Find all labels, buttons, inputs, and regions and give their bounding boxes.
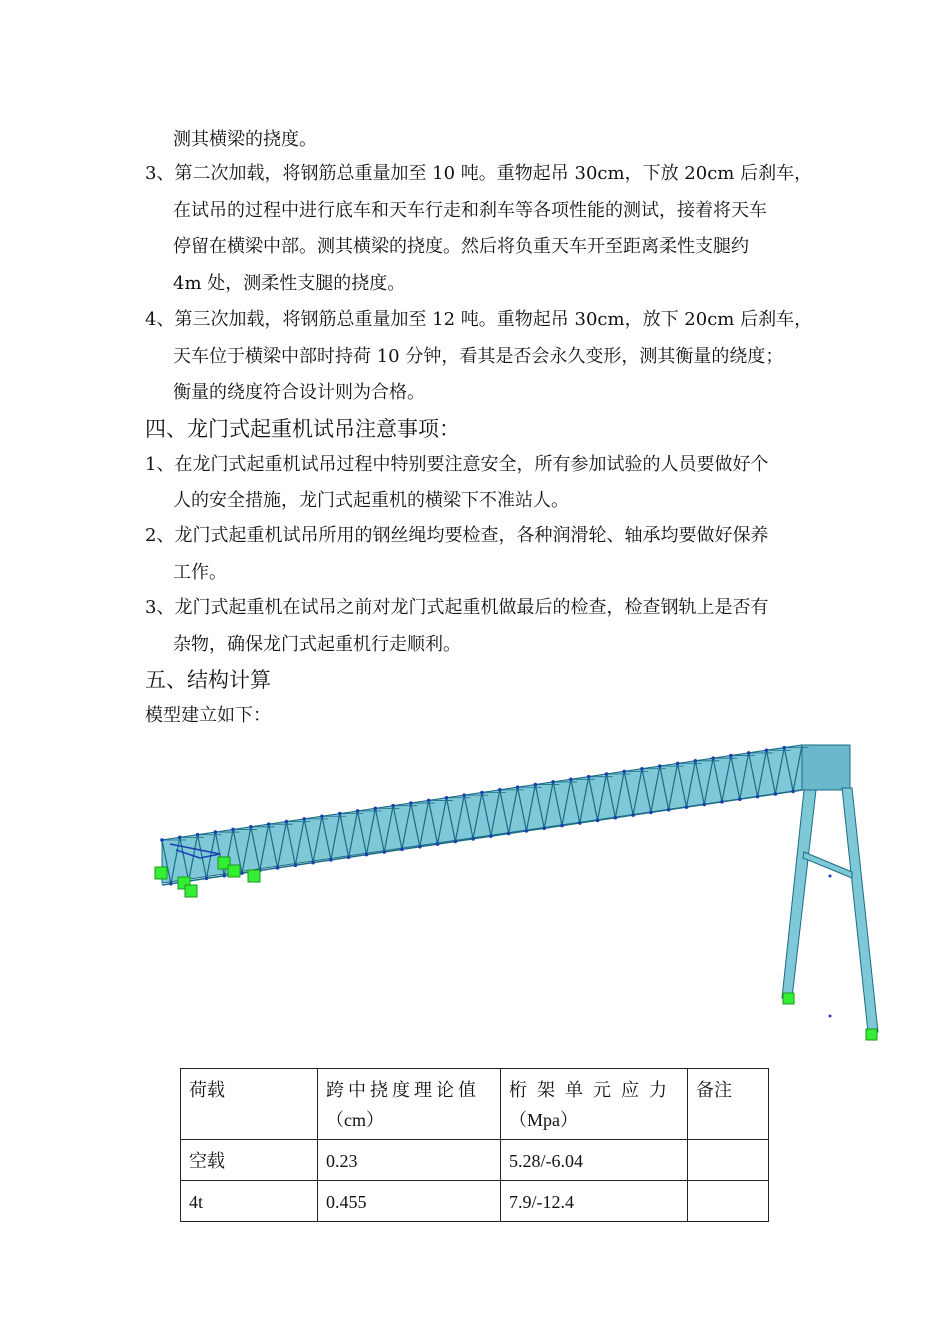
cell-load: 4t <box>181 1181 318 1222</box>
truss-node <box>676 762 680 766</box>
truss-node <box>267 822 271 826</box>
truss-node <box>765 748 769 752</box>
truss-node <box>747 751 751 755</box>
cell-stress: 5.28/-6.04 <box>501 1140 688 1181</box>
truss-node <box>516 785 520 789</box>
truss-node <box>356 809 360 813</box>
section-heading: 五、结构计算 <box>145 668 271 692</box>
truss-node <box>222 874 226 878</box>
truss-node <box>658 764 662 768</box>
gantry-leg-brace <box>803 852 852 878</box>
truss-node <box>480 791 484 795</box>
truss-node <box>569 778 573 782</box>
paragraph-line: 停留在横梁中部。测其横梁的挠度。然后将负重天车开至距离柔性支腿约 <box>173 236 749 257</box>
truss-node <box>427 799 431 803</box>
truss-node <box>329 858 333 862</box>
gantry-leg-right <box>842 788 878 1032</box>
support-marker <box>783 993 794 1004</box>
truss-node <box>702 803 706 807</box>
truss-end-face <box>802 745 850 790</box>
header-load-text: 荷载 <box>189 1080 225 1100</box>
paragraph-line: 天车位于横梁中部时持荷 10 分钟，看其是否会永久变形，测其衡量的绕度； <box>173 346 784 367</box>
truss-node <box>614 816 618 820</box>
truss-node <box>196 833 200 837</box>
cell-deflection: 0.455 <box>318 1181 501 1222</box>
header-load <box>181 1069 318 1140</box>
truss-node <box>756 795 760 799</box>
truss-node <box>205 877 209 881</box>
truss-node <box>551 780 555 784</box>
truss-node <box>560 824 564 828</box>
truss-node <box>498 788 502 792</box>
header-note-text: 备注 <box>696 1080 732 1100</box>
support-marker <box>866 1029 877 1040</box>
table-row <box>181 1140 769 1181</box>
header-stress <box>501 1069 688 1140</box>
truss-node <box>462 793 466 797</box>
truss-node <box>302 817 306 821</box>
truss-node <box>160 838 164 842</box>
header-deflection-text: 跨中挠度理论值 <box>326 1080 480 1100</box>
model-node-marker <box>829 1015 832 1018</box>
section-heading: 四、龙门式起重机试吊注意事项： <box>145 417 460 441</box>
header-stress-unit: （Mpa） <box>509 1110 578 1130</box>
truss-node <box>738 797 742 801</box>
cell-load: 空载 <box>181 1140 318 1181</box>
truss-node <box>694 759 698 763</box>
paragraph-line: 2、龙门式起重机试吊所用的钢丝绳均要检查，各种润滑轮、轴承均要做好保养 <box>145 525 769 546</box>
gantry-leg-left <box>782 790 816 998</box>
cell-stress: 7.9/-12.4 <box>501 1181 688 1222</box>
truss-node <box>382 850 386 854</box>
support-marker <box>185 885 197 897</box>
gantry-crane-model-drawing <box>140 740 890 1050</box>
truss-node <box>374 807 378 811</box>
truss-node <box>774 792 778 796</box>
truss-node <box>605 772 609 776</box>
truss-node <box>587 775 591 779</box>
truss-node <box>214 830 218 834</box>
truss-node <box>649 811 653 815</box>
paragraph-line: 人的安全措施，龙门式起重机的横梁下不准站人。 <box>173 490 569 511</box>
truss-node <box>409 801 413 805</box>
header-deflection <box>318 1069 501 1140</box>
truss-node <box>507 832 511 836</box>
truss-node <box>445 796 449 800</box>
paragraph-line: 在试吊的过程中进行底车和天车行走和刹车等各项性能的测试，接着将天车 <box>173 200 767 221</box>
truss-node <box>231 828 235 832</box>
truss-node <box>525 829 529 833</box>
paragraph-line: 杂物，确保龙门式起重机行走顺利。 <box>173 634 461 655</box>
truss-node <box>542 826 546 830</box>
cell-note <box>688 1140 769 1181</box>
truss-node <box>169 882 173 886</box>
paragraph-line: 3、第二次加载，将钢筋总重量加至 10 吨。重物起吊 30cm，下放 20cm 后刹车， <box>145 163 813 184</box>
truss-node <box>365 853 369 857</box>
truss-node <box>391 804 395 808</box>
paragraph-line: 衡量的绕度符合设计则为合格。 <box>173 382 425 403</box>
model-node-marker <box>829 875 832 878</box>
support-marker <box>228 865 240 877</box>
truss-node <box>640 767 644 771</box>
cell-deflection: 0.23 <box>318 1140 501 1181</box>
truss-node <box>400 848 404 852</box>
truss-node <box>320 814 324 818</box>
truss-node <box>667 808 671 812</box>
truss-node <box>276 866 280 870</box>
truss-node <box>782 746 786 750</box>
truss-node <box>578 821 582 825</box>
model-intro: 模型建立如下： <box>145 705 271 726</box>
paragraph-line: 3、龙门式起重机在试吊之前对龙门式起重机做最后的检查，检查钢轨上是否有 <box>145 597 769 618</box>
truss-node <box>471 837 475 841</box>
truss-node <box>418 845 422 849</box>
truss-node <box>489 834 493 838</box>
support-marker <box>248 870 260 882</box>
table-header-row <box>181 1069 769 1140</box>
truss-node <box>720 800 724 804</box>
results-table <box>180 1068 769 1222</box>
truss-node <box>249 825 253 829</box>
paragraph-line: 工作。 <box>173 562 227 583</box>
truss-node <box>596 819 600 823</box>
truss-node <box>729 754 733 758</box>
truss-node <box>454 840 458 844</box>
table-row <box>181 1181 769 1222</box>
truss-node <box>311 861 315 865</box>
truss-node <box>791 790 795 794</box>
truss-node <box>534 783 538 787</box>
support-marker <box>155 867 167 879</box>
paragraph-line: 测其横梁的挠度。 <box>173 129 317 150</box>
paragraph-line: 4m 处，测柔性支腿的挠度。 <box>173 273 406 294</box>
header-stress-text: 桁架单元应力 <box>509 1080 677 1100</box>
paragraph-line: 1、在龙门式起重机试吊过程中特别要注意安全，所有参加试验的人员要做好个 <box>145 454 769 475</box>
truss-node <box>285 820 289 824</box>
paragraph-line: 4、第三次加载，将钢筋总重量加至 12 吨。重物起吊 30cm，放下 20cm 后刹车， <box>145 309 813 330</box>
header-note <box>688 1069 769 1140</box>
cell-note <box>688 1181 769 1222</box>
truss-node <box>436 842 440 846</box>
supports <box>155 857 877 1040</box>
gantry-crane-model-figure <box>140 740 890 1050</box>
truss-node <box>240 871 244 875</box>
truss-node <box>338 812 342 816</box>
truss-node <box>685 805 689 809</box>
truss-node <box>711 756 715 760</box>
truss-node <box>631 813 635 817</box>
truss-node <box>622 770 626 774</box>
truss-node <box>178 836 182 840</box>
truss-node <box>347 855 351 859</box>
header-deflection-unit: （cm） <box>326 1110 384 1130</box>
truss-node <box>294 863 298 867</box>
